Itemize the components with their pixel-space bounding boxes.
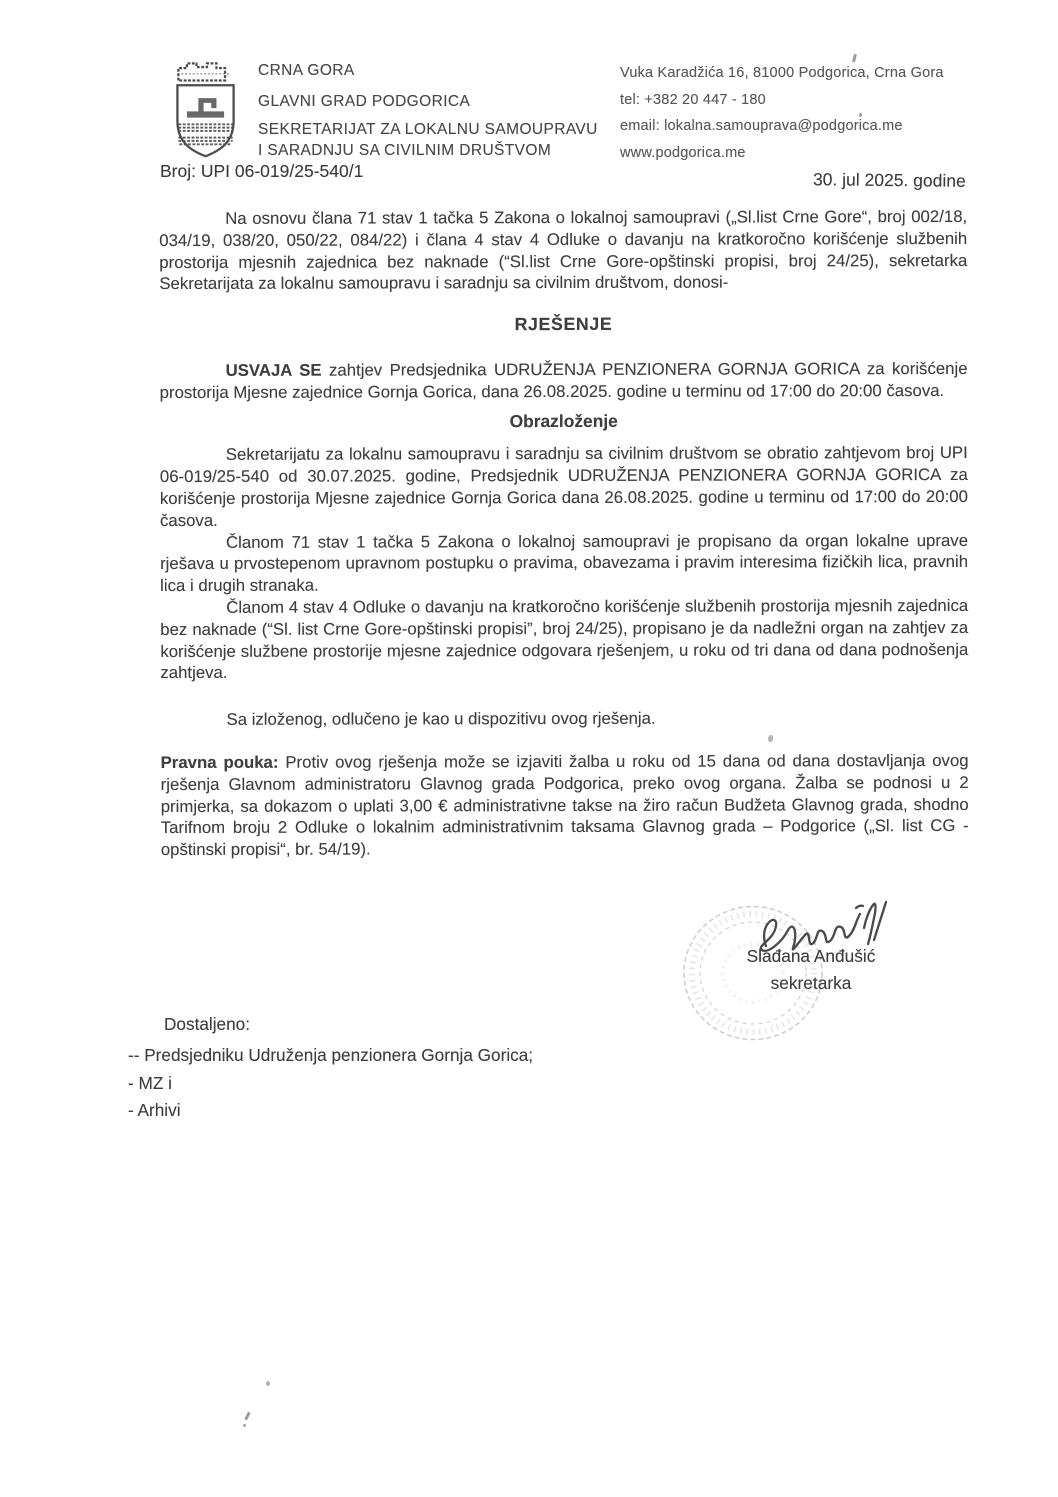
- legal-remedy-paragraph: [161, 750, 969, 861]
- distribution-label: Dostaljeno:: [164, 1014, 250, 1034]
- contact-website: www.podgorica.me: [620, 144, 746, 161]
- dispositive-paragraph: [160, 358, 968, 404]
- org-line-secretariat: SEKRETARIJAT ZA LOKALNU SAMOUPRAVU: [258, 121, 598, 138]
- signer-role: sekretarka: [770, 973, 852, 993]
- contact-phone: tel: +382 20 447 - 180: [620, 91, 766, 108]
- letterhead-organization: [258, 60, 598, 161]
- rationale-paragraph-3: Članom 4 stav 4 Odluke o davanju na kratkoročno korišćenje službenih prostorija mjesnih zajednica bez naknade (“Sl. list Crne Gore-opštinski propisi”, broj 24/25), propisano je da nadležni organ na zahtjev za korišćenje službene prostorije mjesne zajednice odgovara rješenjem, u roku od tri dana od dana podnošenja zahtjeva.: [160, 595, 969, 683]
- org-line-city: GLAVNI GRAD PODGORICA: [258, 93, 471, 110]
- dispositive-text: zahtjev Predsjednika UDRUŽENJA PENZIONERA GORNJA GORICA za korišćenje prostorija Mjesne zajednice Gornja Gorica, dana 26.08.2025. godine u terminu od 17:00 do 20:00 časova.: [159, 358, 968, 402]
- case-number: Broj: UPI 06-019/25-540/1: [160, 161, 364, 181]
- org-line-secretariat2: I SARADNJU SA CIVILNIM DRUŠTVOM: [258, 142, 552, 159]
- document-date: 30. jul 2025. godine: [813, 169, 967, 191]
- scan-artifact: [859, 113, 862, 117]
- dispositive-lead: USVAJA SE: [225, 360, 322, 380]
- distribution-item-1: -- Predsjedniku Udruženja penzionera Gornja Gorica;: [128, 1045, 534, 1065]
- legal-remedy-lead: Pravna pouka:: [160, 752, 279, 772]
- distribution-list: [128, 1012, 533, 1125]
- scan-artifact: [244, 1412, 250, 1420]
- closing-paragraph: Sa izloženog, odlučeno je kao u dispozitivu ovog rješenja.: [226, 708, 656, 730]
- contact-email: email: lokalna.samouprava@podgorica.me: [620, 118, 903, 134]
- scan-artifact: [243, 1424, 246, 1427]
- podgorica-coat-of-arms-logo: [166, 56, 246, 164]
- signer-name: Slađana Anđušić: [746, 946, 876, 966]
- signature-block: [698, 945, 924, 994]
- rationale-paragraph-2: Članom 71 stav 1 tačka 5 Zakona o lokalnoj samoupravi je propisano da organ lokalne uprave rješava u prvostepenom upravnom postupku o pravima, obavezama i pravim interesima fizičkih lica, pravnih lica i drugih stranaka.: [160, 530, 969, 596]
- distribution-item-3: - Arhivi: [128, 1100, 181, 1120]
- scan-artifact: [768, 735, 773, 742]
- intro-paragraph: Na osnovu člana 71 stav 1 tačka 5 Zakona o lokalnoj samoupravi („Sl.list Crne Gore“, broj 002/18, 034/19, 038/20, 050/22, 084/22) i člana 4 stav 4 Odluke o davanju na kratkoročno korišćenje službenih prostorija mjesnih zajednica bez naknade (“Sl.list Crne Gore-opštinski propisi, broj 24/25), sekretarka Sekretarijata za lokalnu samoupravu i saradnju sa civilnim društvom, donosi-: [159, 206, 968, 294]
- decision-title: RJEŠENJE: [514, 314, 613, 335]
- scan-artifact: [266, 1381, 270, 1386]
- rationale-paragraph-1: Sekretarijatu za lokalnu samoupravu i saradnju sa civilnim društvom se obratio zahtjevom broj UPI 06-019/25-540 od 30.07.2025. godine, Predsjednik UDRUŽENJA PENZIONERA GORNJA GORICA za korišćenje prostorija Mjesne zajednice Gornja Gorica dana 26.08.2025. godine u terminu od 17:00 do 20:00 časova.: [159, 443, 968, 530]
- rationale-heading: Obrazloženje: [509, 410, 618, 431]
- distribution-item-2: - MZ i: [128, 1072, 172, 1093]
- org-line-country: CRNA GORA: [258, 62, 355, 79]
- letterhead-contact: [620, 60, 944, 166]
- document-body: [159, 206, 969, 861]
- legal-remedy-text: Protiv ovog rješenja može se izjaviti žalba u roku od 15 dana od dana dostavljanja ovog rješenja Glavnom administratoru Glavnog grada Podgorica, preko ovog organa. Žalba se podnosi u 2 primjerka, sa dokazom o uplati 3,00 € administrativne takse na žiro račun Budžeta Glavnog grada, shodno Tarifnom broju 2 Odluke o lokalnim administrativnim taksama Glavnog grada – Podgorice („Sl. list CG - opštinski propisi“, br. 54/19).: [160, 750, 969, 860]
- contact-address: Vuka Karadžića 16, 81000 Podgorica, Crna Gora: [620, 65, 944, 81]
